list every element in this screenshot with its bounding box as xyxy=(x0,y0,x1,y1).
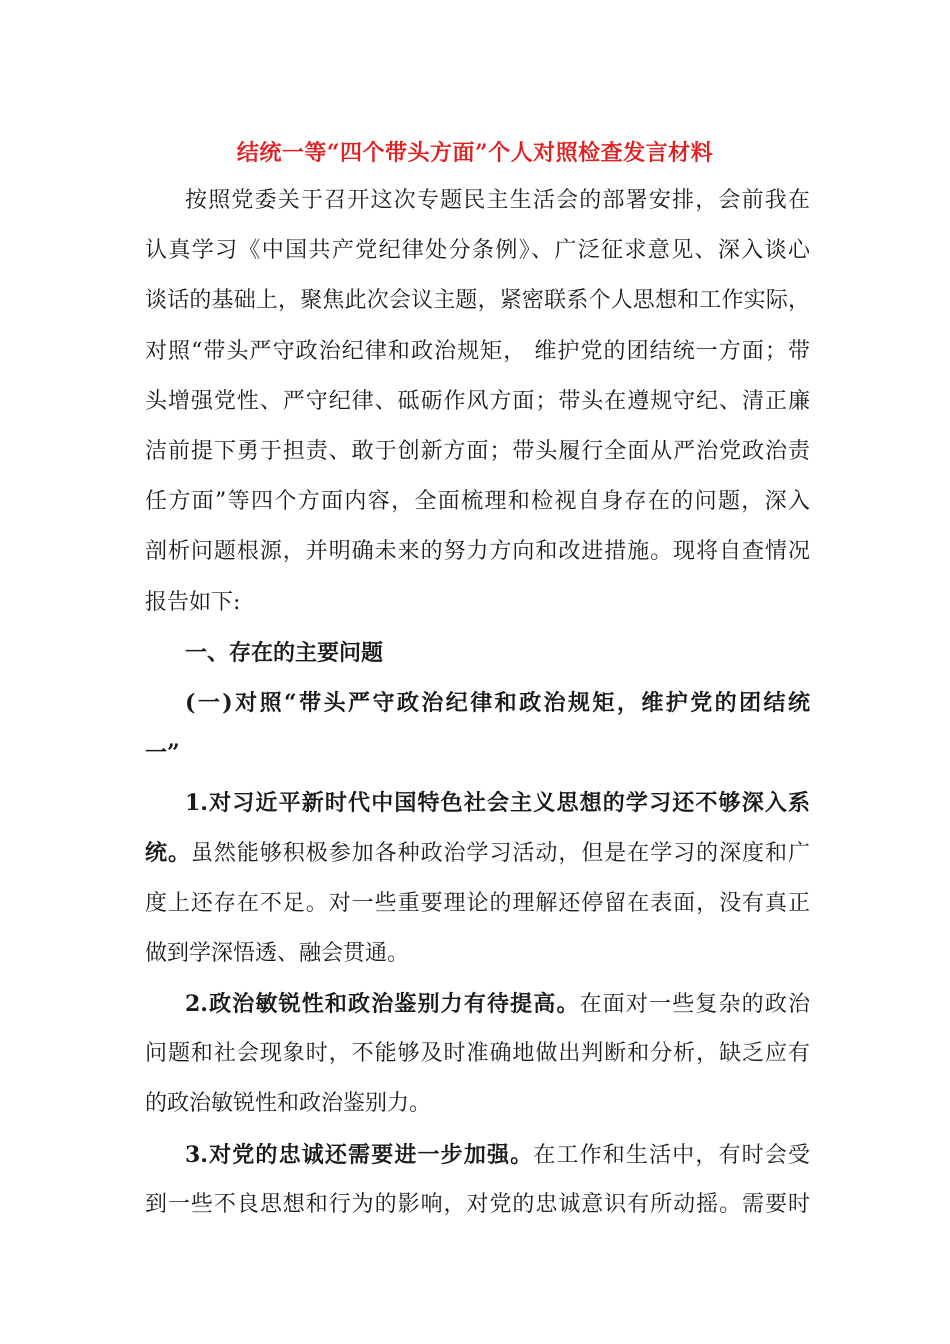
paragraph-line: 报告如下: xyxy=(145,589,241,615)
item-heading: 3.对党的忠诚还需要进一步加强。 xyxy=(185,1141,534,1168)
paragraph-line: 洁前提下勇于担责、敢于创新方面；带头履行全面从严治党政治责 xyxy=(145,438,810,464)
paragraph-line: 头增强党性、严守纪律、砥砺作风方面；带头在遵规守纪、清正廉 xyxy=(145,388,810,414)
item-heading: 2.政治敏锐性和政治鉴别力有待提高。 xyxy=(185,991,580,1017)
paragraph-line: 对照“带头严守政治纪律和政治规矩， 维护党的团结统一方面；带 xyxy=(145,338,810,364)
paragraph-line: 谈话的基础上，聚焦此次会议主题，紧密联系个人思想和工作实际， xyxy=(145,288,810,314)
paragraph-line: 的政治敏锐性和政治鉴别力。 xyxy=(145,1091,432,1117)
paragraph-line: 剖析问题根源，并明确未来的努力方向和改进措施。现将自查情况 xyxy=(145,539,810,565)
item-heading-end: 统。 xyxy=(145,840,191,867)
paragraph-text: 在面对一些复杂的政治 xyxy=(579,992,810,1017)
paragraph-line: 到一些不良思想和行为的影响，对党的忠诚意识有所动摇。需要时 xyxy=(145,1191,810,1217)
paragraph-line: 度上还存在不足。对一些重要理论的理解还停留在表面，没有真正 xyxy=(145,890,810,916)
paragraph-line: 做到学深悟透、融会贯通。 xyxy=(145,940,410,966)
paragraph-text: 虽然能够积极参加各种政治学习活动，但是在学习的深度和广 xyxy=(190,841,810,867)
paragraph-line: 问题和社会现象时，不能够及时准确地做出判断和分析，缺乏应有 xyxy=(145,1041,810,1067)
paragraph-line: 任方面”等四个方面内容，全面梳理和检视自身存在的问题，深入 xyxy=(145,489,810,515)
section-heading: 一、存在的主要问题 xyxy=(185,639,384,666)
item-heading: 1.对习近平新时代中国特色社会主义思想的学习还不够深入系 xyxy=(185,790,810,817)
document-body xyxy=(145,176,810,1230)
document-title: 结统一等“四个带头方面”个人对照检查发言材料 xyxy=(236,140,714,166)
paragraph-text: 在工作和生活中，有时会受 xyxy=(533,1142,810,1168)
paragraph-line: 按照党委关于召开这次专题民主生活会的部署安排，会前我在 xyxy=(185,188,810,213)
subsection-heading: 一” xyxy=(145,740,180,767)
paragraph-line xyxy=(145,828,810,878)
paragraph-line: 认真学习《中国共产党纪律处分条例》、广泛征求意见、深入谈心 xyxy=(145,238,810,264)
subsection-heading: (一)对照“带头严守政治纪律和政治规矩，维护党的团结统 xyxy=(185,689,810,716)
paragraph-line xyxy=(145,979,810,1029)
paragraph-line xyxy=(145,1130,810,1180)
